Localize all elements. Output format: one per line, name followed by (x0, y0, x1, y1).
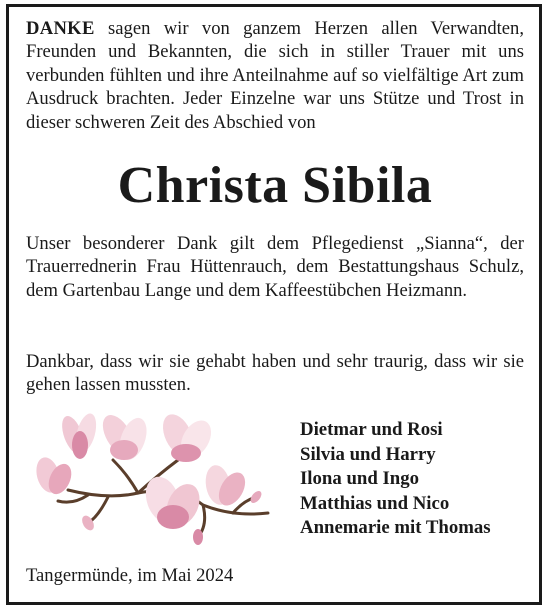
signer: Ilona und Ingo (300, 468, 420, 490)
closing-paragraph: Dankbar, dass wir sie gehabt haben und sehr traurig, dass wir sie gehen lassen mussten. (26, 351, 524, 396)
signer: Dietmar und Rosi (300, 419, 443, 440)
thanks-paragraph: Unser besonderer Dank gilt dem Pflegedienst „Sianna“, der Trauerrednerin Frau Hüttenrauch, dem Bestattungshaus Schulz, dem Gartenbau Lange und dem Kaffeestübchen Heizmann. (26, 233, 524, 301)
deceased-name: Christa Sibila (117, 157, 433, 214)
signer: Silvia und Harry (300, 443, 436, 465)
signer: Annemarie mit Thomas (300, 517, 491, 539)
intro-lead-word: DANKE (26, 18, 95, 39)
magnolia-branch-image (28, 405, 278, 545)
intro-text: sagen wir von ganzem Herzen allen Verwandten, Freunden und Bekannten, die sich in stiller Trauer mit uns verbunden fühlten und ihre Anteilnahme auf so vielfältige Art zum Ausdruck brachten. Jeder Einzelne war uns Stütze und Trost in dieser schweren Zeit des Abschied von (26, 18, 524, 133)
signers-list (300, 418, 491, 541)
intro-paragraph (26, 17, 524, 134)
signer: Matthias und Nico (300, 492, 450, 514)
place-and-date: Tangermünde, im Mai 2024 (26, 565, 234, 586)
